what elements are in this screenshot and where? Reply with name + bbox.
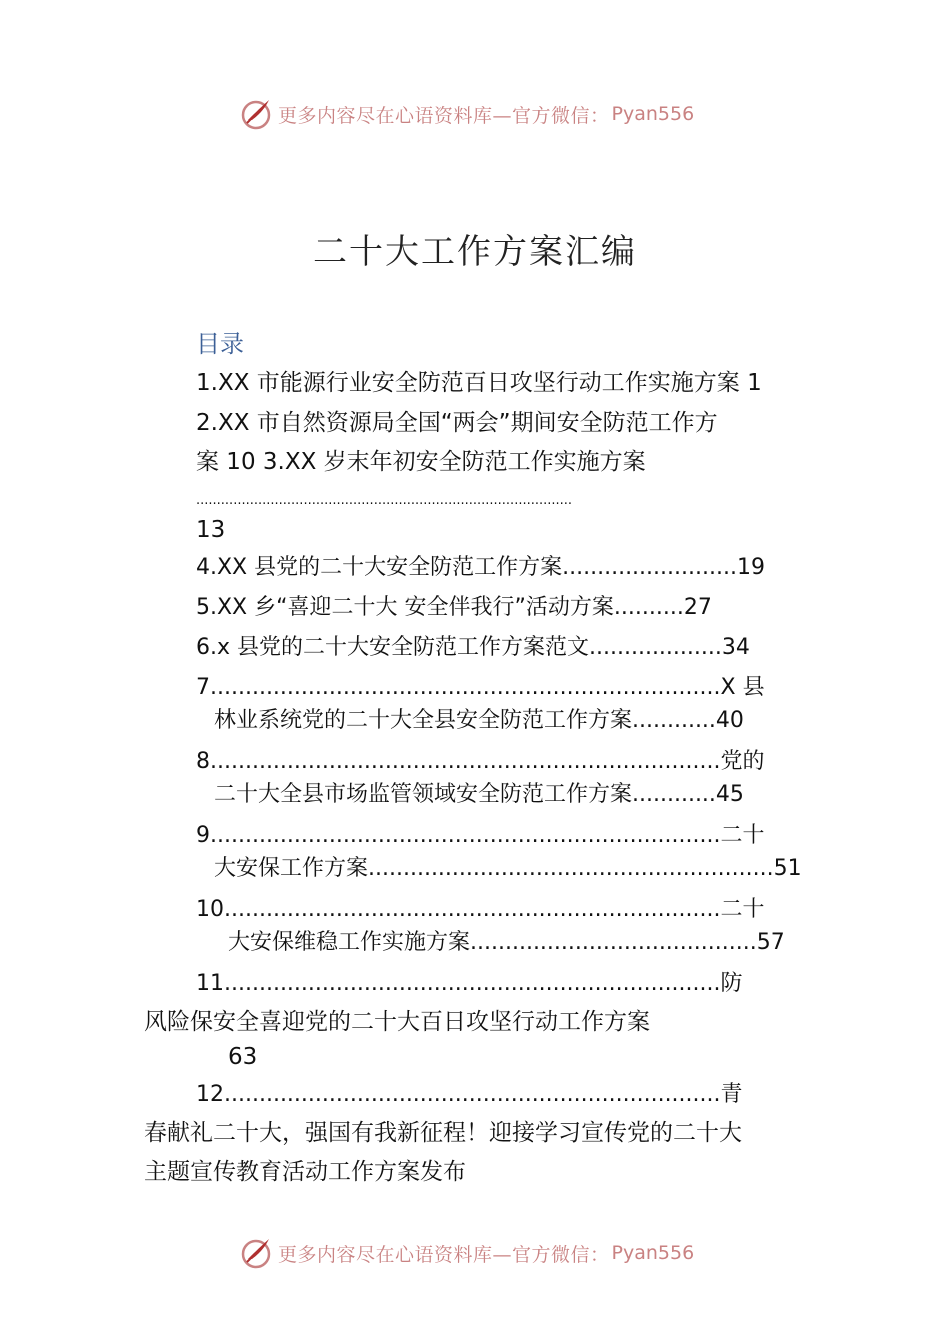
toc-line: 大安保工作方案..........................................................51 xyxy=(214,856,802,881)
toc-line: 8.........................................................................党的 xyxy=(196,749,765,774)
toc-line: 主题宣传教育活动工作方案发布 xyxy=(144,1159,466,1185)
toc-line: 9.........................................................................二十 xyxy=(196,823,765,848)
toc-line: 5.XX 乡“喜迎二十大 安全伴我行”活动方案..........27 xyxy=(196,595,712,620)
watermark-wechat-id: Pyan556 xyxy=(611,103,695,125)
toc-line: 2.XX 市自然资源局全国“两会”期间安全防范工作方 xyxy=(196,410,718,436)
toc-line: 12.......................................................................青 xyxy=(196,1082,743,1107)
toc-line: 7.........................................................................X 县 xyxy=(196,675,765,700)
toc-line: 春献礼二十大，强国有我新征程！迎接学习宣传党的二十大 xyxy=(144,1120,742,1146)
toc-line: 63 xyxy=(228,1044,258,1070)
quill-logo-icon xyxy=(238,1235,274,1271)
header-watermark xyxy=(238,94,738,134)
toc-line: 林业系统党的二十大全县安全防范工作方案............40 xyxy=(214,708,744,733)
toc-line: 案 10 3.XX 岁末年初安全防范工作实施方案 xyxy=(196,449,646,475)
toc-line: 13 xyxy=(196,517,226,543)
toc-line: 11.......................................................................防 xyxy=(196,971,743,996)
watermark-wechat-id: Pyan556 xyxy=(611,1242,695,1264)
toc-line: 4.XX 县党的二十大安全防范工作方案.........................19 xyxy=(196,555,765,580)
toc-line: 风险保安全喜迎党的二十大百日攻坚行动工作方案 xyxy=(144,1009,650,1035)
toc-line: 二十大全县市场监管领域安全防范工作方案............45 xyxy=(214,782,744,807)
toc-line: 1.XX 市能源行业安全防范百日攻坚行动工作实施方案 1 xyxy=(196,370,762,396)
footer-watermark xyxy=(238,1233,738,1273)
quill-logo-icon xyxy=(238,96,274,132)
watermark-text: 更多内容尽在心语资料库—官方微信： xyxy=(278,104,610,127)
watermark-text: 更多内容尽在心语资料库—官方微信： xyxy=(278,1243,610,1266)
toc-line: 10.......................................................................二十 xyxy=(196,897,765,922)
toc-line: 大安保维稳工作实施方案.........................................57 xyxy=(228,930,785,955)
toc-heading: 目录 xyxy=(196,330,244,358)
toc-dot-leader: ........................................................................................... xyxy=(196,493,573,508)
toc-line: 6.x 县党的二十大安全防范工作方案范文...................34 xyxy=(196,635,750,660)
document-title: 二十大工作方案汇编 xyxy=(313,232,637,272)
